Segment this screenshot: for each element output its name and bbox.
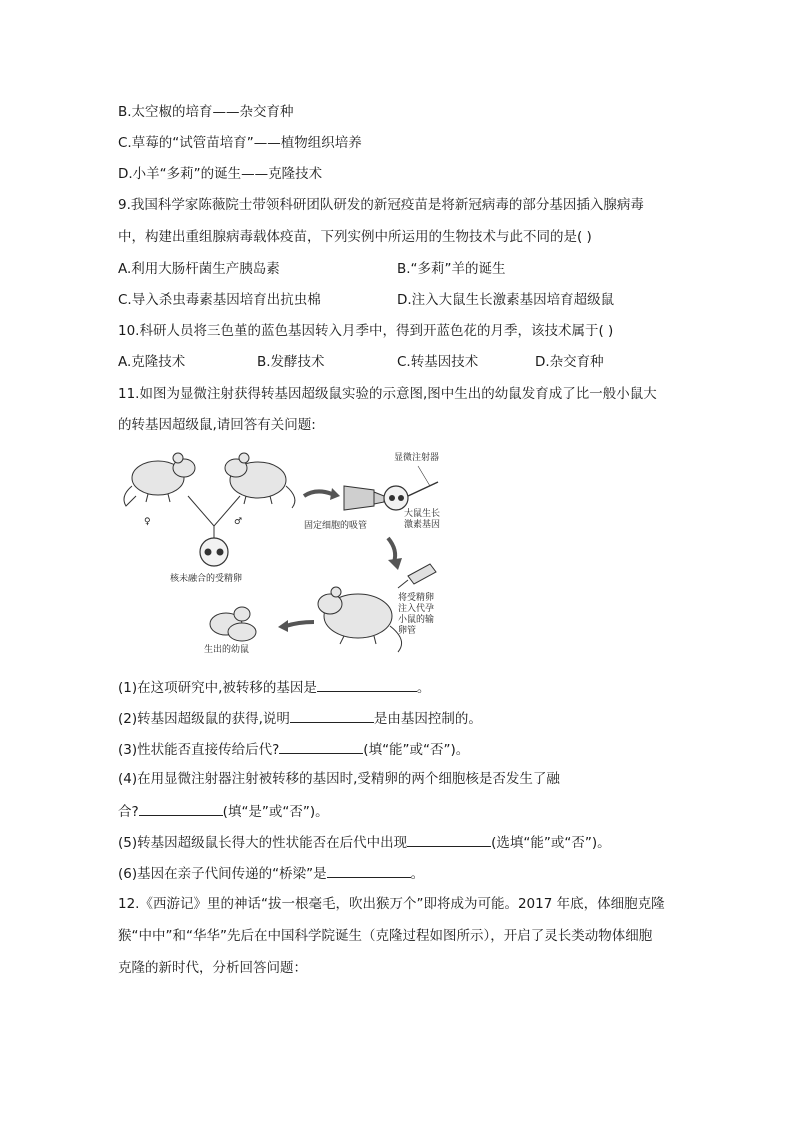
- q9-options-row2: [118, 291, 615, 309]
- offspring-label: 生出的幼鼠: [204, 645, 250, 655]
- q11-part6: (6)基因在亲子代间传递的“桥梁”是 。: [118, 863, 424, 883]
- q8-option-b: B.太空椒的培育——杂交育种: [118, 104, 294, 120]
- q8-option-d: D.小羊“多莉”的诞生——克隆技术: [118, 166, 323, 182]
- q9-option-c: C.导入杀虫毒素基因培育出抗虫棉: [118, 292, 321, 308]
- egg-label: 核未融合的受精卵: [170, 574, 243, 584]
- inject-label-line2: 注入代孕: [398, 604, 435, 614]
- injected-egg-icon: [384, 486, 408, 510]
- gene-label-line1: 大鼠生长: [404, 509, 441, 519]
- q10-options: [118, 353, 718, 371]
- micro-injector-icon: [408, 482, 438, 496]
- q10-option-a: A.克隆技术: [118, 354, 186, 370]
- q12-stem-line2: 猴“中中”和“华华”先后在中国科学院诞生（克隆过程如图所示），开启了灵长类动物体细胞: [118, 928, 653, 944]
- inject-label-line4: 卵管: [398, 626, 417, 636]
- fertilized-egg-icon: [200, 538, 228, 566]
- offspring-mice-icon: [210, 607, 256, 641]
- syringe-icon: [398, 564, 436, 588]
- female-mouse-icon: [124, 453, 195, 506]
- fertilization-lines: [188, 496, 243, 527]
- q10-option-b: B.发酵技术: [257, 354, 325, 370]
- q9-options-row1: [118, 260, 506, 278]
- answer-blank-4[interactable]: [139, 801, 223, 816]
- male-mouse-icon: [225, 453, 295, 508]
- q9-option-d: D.注入大鼠生长激素基因培育超级鼠: [397, 292, 615, 308]
- inject-label-line3: 小鼠的输: [398, 615, 435, 625]
- q10-stem: 10.科研人员将三色堇的蓝色基因转入月季中，得到开蓝色花的月季，该技术属于( ): [118, 323, 614, 339]
- holding-pipette-icon: [344, 486, 384, 510]
- transgenic-mouse-diagram: [118, 446, 458, 660]
- inject-label-line1: 将受精卵: [398, 593, 435, 603]
- female-symbol: ♀: [144, 517, 151, 527]
- q11-part3: (3)性状能否直接传给后代? (填“能”或“否”)。: [118, 739, 469, 759]
- arrow-right-icon: [304, 491, 332, 496]
- q11-part5: (5)转基因超级鼠长得大的性状能否在后代中出现 (选填“能”或“否”)。: [118, 832, 611, 852]
- q11-stem-line1: 11.如图为显微注射获得转基因超级鼠实验的示意图,图中生出的幼鼠发育成了比一般小鼠大: [118, 386, 657, 402]
- q11-part4-line2: 合? (填“是”或“否”)。: [118, 801, 329, 821]
- q11-part2: (2)转基因超级鼠的获得,说明 是由基因控制的。: [118, 708, 482, 728]
- male-symbol: ♂: [234, 517, 243, 527]
- q10-option-c: C.转基因技术: [397, 354, 479, 370]
- answer-blank-3[interactable]: [279, 739, 363, 754]
- gene-label-line2: 激素基因: [404, 520, 441, 530]
- arrow-left-icon: [286, 622, 314, 626]
- q9-stem-line1: 9.我国科学家陈薇院士带领科研团队研发的新冠疫苗是将新冠病毒的部分基因插入腺病毒: [118, 197, 644, 213]
- answer-blank-2[interactable]: [290, 708, 374, 723]
- answer-blank-1[interactable]: [317, 677, 417, 692]
- q11-stem-line2: 的转基因超级鼠,请回答有关问题:: [118, 417, 316, 433]
- answer-blank-5[interactable]: [407, 832, 491, 847]
- q8-option-c: C.草莓的“试管苗培育”——植物组织培养: [118, 135, 362, 151]
- q12-stem-line3: 克隆的新时代，分析回答问题：: [118, 960, 307, 976]
- q10-option-d: D.杂交育种: [535, 354, 604, 370]
- arrow-down-icon: [388, 538, 395, 562]
- q12-stem-line1: 12.《西游记》里的神话“拔一根毫毛，吹出猴万个”即将成为可能。2017 年底，体细胞克隆: [118, 896, 665, 912]
- q9-option-b: B.“多莉”羊的诞生: [397, 261, 506, 277]
- q11-part4-line1: (4)在用显微注射器注射被转移的基因时,受精卵的两个细胞核是否发生了融: [118, 771, 560, 787]
- surrogate-mouse-icon: [318, 587, 402, 652]
- answer-blank-6[interactable]: [327, 863, 411, 878]
- q9-stem-line2: 中，构建出重组腺病毒载体疫苗，下列实例中所运用的生物技术与此不同的是( ): [118, 229, 592, 245]
- injector-label: 显微注射器: [394, 453, 440, 463]
- pipette-label: 固定细胞的吸管: [304, 521, 368, 531]
- q11-part1: (1)在这项研究中,被转移的基因是 。: [118, 677, 430, 697]
- q9-option-a: A.利用大肠杆菌生产胰岛素: [118, 261, 280, 277]
